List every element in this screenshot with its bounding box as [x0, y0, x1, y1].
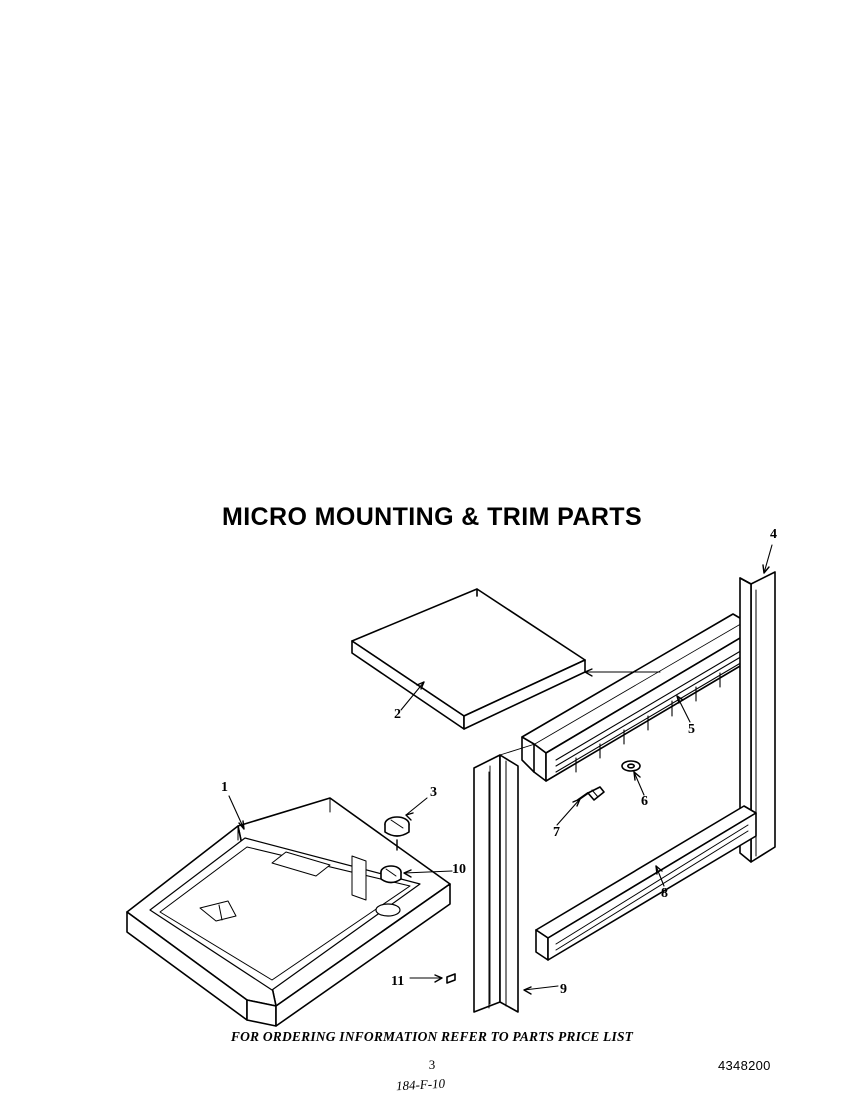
callout-11: 11 — [391, 974, 405, 989]
callout-3: 3 — [430, 785, 437, 800]
part-10-lower-screw-knob — [381, 866, 401, 883]
form-code: 184-F-10 — [395, 1075, 446, 1094]
callout-8: 8 — [661, 886, 668, 901]
document-number: 4348200 — [718, 1058, 771, 1073]
callout-5: 5 — [688, 722, 695, 737]
part-7-screw — [578, 787, 604, 800]
part-6-washer — [622, 761, 640, 771]
part-9-left-side-trim — [474, 755, 518, 1012]
callout-1: 1 — [221, 780, 228, 795]
part-11-small-fastener — [447, 974, 455, 983]
page-number: 3 — [428, 1057, 436, 1072]
part-5-upper-vent-grille — [522, 614, 757, 781]
callout-4: 4 — [770, 527, 777, 542]
callout-2: 2 — [394, 707, 401, 722]
part-2-top-trim-panel — [352, 589, 585, 729]
callout-7: 7 — [553, 825, 560, 840]
callout-6: 6 — [641, 794, 648, 809]
callout-10: 10 — [452, 862, 466, 877]
part-8-lower-trim-rail — [536, 806, 756, 960]
page-title: MICRO MOUNTING & TRIM PARTS — [221, 503, 643, 531]
callout-9: 9 — [560, 982, 567, 997]
ordering-information-note: FOR ORDERING INFORMATION REFER TO PARTS PRICE LIST — [230, 1029, 634, 1044]
